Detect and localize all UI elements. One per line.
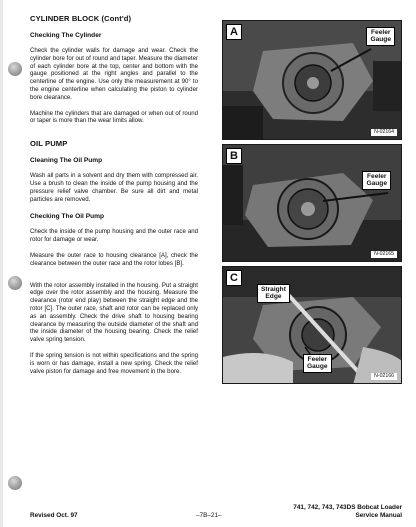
figure-id: N-02164 [371, 129, 397, 136]
model-line: 741, 742, 743, 743DS Bobcat Loader [293, 504, 402, 511]
subheading-checking-oil-pump: Checking The Oil Pump [30, 213, 105, 221]
figure-id: N-02166 [371, 373, 397, 380]
callout-feeler-gauge [303, 354, 332, 373]
figure-id: N-02165 [371, 251, 397, 258]
binder-hole [8, 476, 22, 490]
paragraph: Machine the cylinders that are damaged or when out of round or taper is more than the wear limits allow. [30, 109, 198, 125]
figure-c [222, 266, 402, 384]
paragraph: Check the cylinder walls for damage and wear. Check the cylinder bore for out of round and taper. Measure the diameter of each cylinder bore at the top, center and bottom with the gauge positioned at the right angles and parallel to the centerline of the engine. Use only the measurement at 90° to the engine centerline when calculating the piston to cylinder bore clearance. [30, 47, 198, 101]
callout-feeler-gauge [366, 27, 395, 46]
callout-line: Feeler [371, 29, 391, 36]
figure-b [222, 144, 402, 262]
callout-feeler-gauge [362, 171, 391, 190]
figure-letter: C [226, 270, 242, 286]
manual-line: Service Manual [355, 512, 402, 519]
callout-line: Feeler [367, 173, 387, 180]
page-number: –7B–21– [196, 512, 222, 519]
paragraph: With the rotor assembly installed in the housing. Put a straight edge over the rotor assembly and the housing. Measure the clearance (rotor end play) between the straight edge and the rotor [C]. The outer race, shaft and rotor can be replaced only as an assembly. Check the drive shaft to housing bearing clearance by measuring the outside diameter of the shaft and the inside diameter of the housing bearing. Check the relief valve spring tension. [30, 281, 198, 344]
revised-date: Revised Oct. 97 [30, 512, 78, 519]
callout-line: Gauge [370, 36, 391, 44]
binder-hole [8, 276, 22, 290]
paragraph: Measure the outer race to housing clearance [A], check the clearance between the outer race and the rotor lobes [B]. [30, 251, 198, 267]
manual-title [293, 504, 402, 520]
callout-line: Gauge [307, 363, 328, 371]
section-title-oil-pump: OIL PUMP [30, 139, 68, 149]
callout-line: Gauge [366, 180, 387, 188]
callout-line: Feeler [307, 356, 327, 363]
callout-line: Straight [261, 286, 286, 293]
subheading-cleaning-oil-pump: Cleaning The Oil Pump [30, 157, 103, 165]
section-title: CYLINDER BLOCK (Cont'd) [30, 14, 132, 23]
left-column [30, 14, 198, 383]
subheading-checking-cylinder: Checking The Cylinder [30, 32, 102, 39]
callout-line: Edge [265, 293, 282, 301]
figure-a [222, 20, 402, 140]
figure-letter: B [226, 148, 242, 164]
figure-b-photo [223, 145, 402, 262]
paragraph: If the spring tension is not within specifications and the spring is worn or has damage, install a new spring. Check the relief valve piston for damage and free movement in the bore. [30, 351, 198, 375]
binder-hole [8, 62, 22, 76]
paragraph: Wash all parts in a solvent and dry them with compressed air. Use a brush to clean the inside of the pump housing and the pressure relief valve chamber. Be sure all dirt and metal particles are removed. [30, 172, 198, 203]
page-edge [0, 0, 3, 527]
callout-straight-edge [257, 284, 290, 303]
paragraph: Check the inside of the pump housing and the outer race and rotor for damage or wear. [30, 228, 198, 244]
figure-letter: A [226, 24, 242, 40]
